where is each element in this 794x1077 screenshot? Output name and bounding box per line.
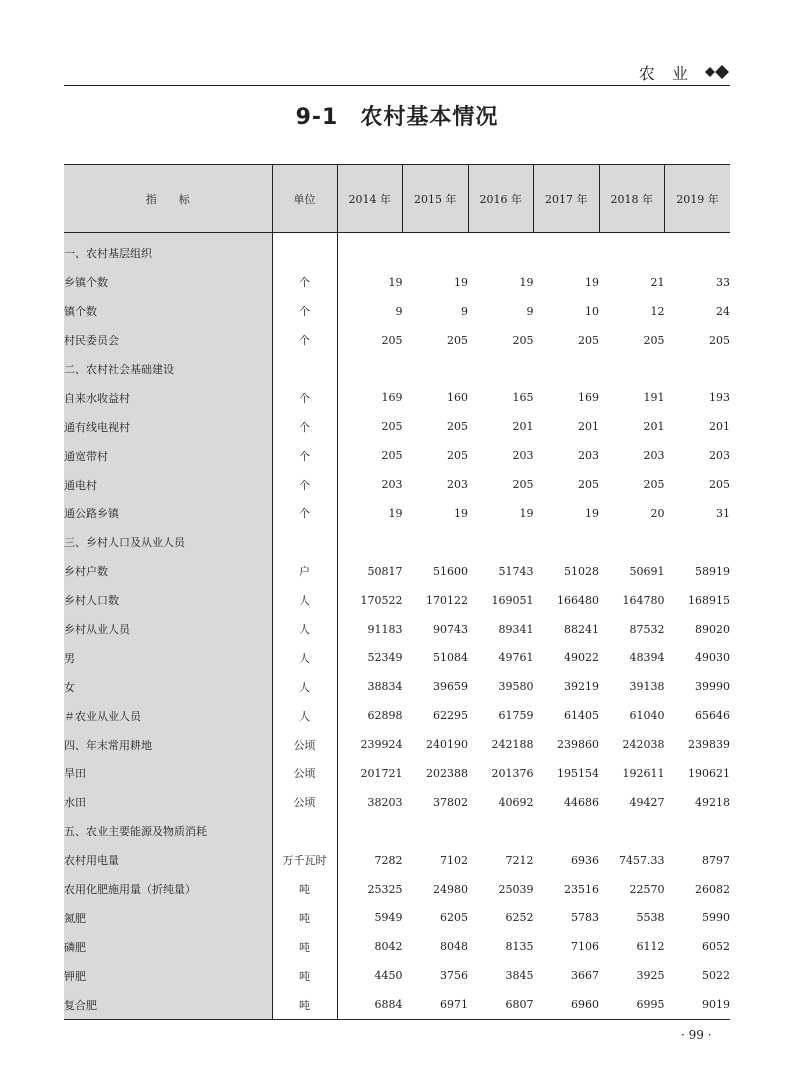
row-label: 农用化肥施用量（折纯量） — [64, 875, 272, 904]
row-unit: 个 — [272, 297, 337, 326]
row-value: 19 — [519, 506, 534, 520]
row-value: 39659 — [433, 680, 468, 694]
row-value — [599, 233, 665, 268]
row-value: 205 — [643, 478, 665, 492]
table-row — [64, 701, 730, 730]
row-value: 19 — [388, 275, 403, 289]
row-value: 169051 — [491, 593, 534, 607]
column-header-2015: 2015 年 — [403, 165, 469, 233]
row-unit: 个 — [272, 412, 337, 441]
row-unit: 公顷 — [272, 730, 337, 759]
row-value — [534, 817, 600, 846]
row-value: 37802 — [433, 795, 468, 809]
row-value: 170122 — [426, 593, 468, 607]
table-row — [64, 233, 730, 268]
row-value: 205 — [578, 333, 599, 347]
row-value: 8135 — [505, 940, 534, 954]
row-value: 4450 — [374, 969, 403, 983]
row-value: 7102 — [440, 853, 468, 867]
row-label: 旱田 — [64, 759, 272, 788]
row-value — [403, 355, 469, 384]
rural-statistics-table — [64, 164, 730, 1020]
row-value: 3667 — [571, 969, 599, 983]
row-value: 7212 — [505, 853, 534, 867]
row-value: 62898 — [367, 709, 403, 723]
row-label: 农村用电量 — [64, 846, 272, 875]
row-value: 5022 — [702, 969, 730, 983]
row-value: 242038 — [622, 738, 665, 752]
column-header-2017: 2017 年 — [534, 165, 600, 233]
row-value: 87532 — [629, 622, 665, 636]
row-label: 磷肥 — [64, 932, 272, 961]
row-label: 水田 — [64, 788, 272, 817]
row-value: 91183 — [367, 622, 403, 636]
table-row — [64, 788, 730, 817]
row-value: 193 — [709, 391, 730, 405]
row-value — [599, 355, 665, 384]
table-row — [64, 643, 730, 672]
table-row — [64, 470, 730, 499]
row-value: 201 — [578, 420, 599, 434]
row-value: 170522 — [360, 593, 403, 607]
row-value: 8042 — [374, 940, 403, 954]
row-value: 6112 — [636, 940, 665, 954]
row-label: 四、年末常用耕地 — [64, 730, 272, 759]
row-value: 39990 — [695, 680, 730, 694]
row-value: 44686 — [564, 795, 599, 809]
row-value — [599, 817, 665, 846]
row-value: 205 — [381, 449, 403, 463]
row-value: 205 — [381, 333, 403, 347]
row-value: 65646 — [695, 709, 730, 723]
row-value: 61759 — [498, 709, 534, 723]
row-value — [337, 355, 403, 384]
row-label: 二、农村社会基础建设 — [64, 355, 272, 384]
row-value: 90743 — [433, 622, 468, 636]
row-value: 202388 — [426, 766, 468, 780]
section-header: 农 业 — [638, 64, 694, 83]
row-value: 6995 — [599, 990, 665, 1019]
table-row — [64, 672, 730, 701]
row-value: 203 — [447, 478, 468, 492]
row-value: 19 — [454, 275, 468, 289]
row-unit: 个 — [272, 470, 337, 499]
row-value: 89020 — [695, 622, 730, 636]
table-body — [64, 233, 730, 1020]
row-value: 205 — [578, 478, 599, 492]
row-value: 39219 — [564, 680, 599, 694]
row-value: 192611 — [622, 766, 665, 780]
row-value: 166480 — [557, 593, 599, 607]
row-value — [468, 355, 534, 384]
table-row — [64, 499, 730, 528]
row-value: 205 — [709, 478, 730, 492]
row-value: 191 — [643, 391, 665, 405]
table-row — [64, 326, 730, 355]
row-unit: 人 — [272, 643, 337, 672]
row-unit: 吨 — [272, 990, 337, 1019]
table-row — [64, 441, 730, 470]
row-value: 61040 — [629, 709, 665, 723]
row-label: ＃农业从业人员 — [64, 701, 272, 730]
column-header-2018: 2018 年 — [599, 165, 665, 233]
title-number: 9-1 — [295, 105, 339, 130]
row-value — [665, 355, 731, 384]
column-header-2014: 2014 年 — [337, 165, 403, 233]
row-value: 190621 — [688, 766, 730, 780]
row-value: 6052 — [702, 940, 730, 954]
row-unit: 万千瓦时 — [272, 846, 337, 875]
row-value: 12 — [650, 304, 665, 318]
row-value — [599, 528, 665, 557]
row-value: 5783 — [571, 911, 599, 925]
row-label: 乡村户数 — [64, 557, 272, 586]
row-label: 钾肥 — [64, 961, 272, 990]
row-value: 160 — [447, 391, 468, 405]
column-header-2016: 2016 年 — [468, 165, 534, 233]
row-unit — [272, 817, 337, 846]
row-value: 201376 — [491, 766, 534, 780]
table-row — [64, 990, 730, 1019]
row-value: 203 — [709, 449, 730, 463]
row-value: 19 — [585, 275, 599, 289]
row-value — [534, 233, 600, 268]
row-value: 26082 — [695, 882, 730, 896]
row-label: 女 — [64, 672, 272, 701]
row-value: 242188 — [491, 738, 534, 752]
row-value: 50691 — [629, 564, 665, 578]
row-value: 19 — [519, 275, 534, 289]
table-row — [64, 961, 730, 990]
row-value — [468, 233, 534, 268]
row-value: 239860 — [557, 738, 599, 752]
page-number: · 99 · — [681, 1028, 712, 1042]
row-value: 23516 — [564, 882, 599, 896]
row-unit: 个 — [272, 441, 337, 470]
row-unit: 吨 — [272, 903, 337, 932]
row-value: 3925 — [636, 969, 665, 983]
row-value: 39580 — [498, 680, 534, 694]
row-value — [403, 817, 469, 846]
row-value: 201 — [512, 420, 534, 434]
row-label: 通公路乡镇 — [64, 499, 272, 528]
row-value: 50817 — [367, 564, 403, 578]
row-value: 6884 — [337, 990, 403, 1019]
row-label: 通电村 — [64, 470, 272, 499]
row-value: 205 — [709, 333, 730, 347]
row-value — [468, 528, 534, 557]
row-value — [337, 528, 403, 557]
row-value: 58919 — [695, 564, 730, 578]
row-value — [665, 817, 731, 846]
row-unit: 个 — [272, 326, 337, 355]
row-value: 239924 — [360, 738, 403, 752]
row-value: 49030 — [695, 651, 730, 665]
row-value: 7106 — [571, 940, 599, 954]
row-label: 镇个数 — [64, 297, 272, 326]
table-row — [64, 817, 730, 846]
table-row — [64, 759, 730, 788]
row-value: 8797 — [702, 853, 730, 867]
row-value: 25325 — [367, 882, 403, 896]
row-value: 51028 — [564, 564, 599, 578]
table-row — [64, 355, 730, 384]
row-value: 6205 — [440, 911, 468, 925]
table-row — [64, 903, 730, 932]
row-unit: 人 — [272, 701, 337, 730]
column-header-unit: 单位 — [272, 165, 337, 233]
row-value — [534, 528, 600, 557]
page-title — [0, 100, 794, 131]
row-unit: 人 — [272, 586, 337, 615]
row-value: 205 — [512, 478, 534, 492]
row-value: 205 — [381, 420, 403, 434]
row-value: 9 — [526, 304, 534, 318]
row-value: 31 — [716, 506, 730, 520]
row-value: 9 — [461, 304, 468, 318]
column-header-2019: 2019 年 — [665, 165, 731, 233]
row-unit: 个 — [272, 499, 337, 528]
row-value: 168915 — [688, 593, 730, 607]
row-value: 51600 — [433, 564, 468, 578]
row-unit: 吨 — [272, 961, 337, 990]
row-label: 乡村人口数 — [64, 586, 272, 615]
row-value: 3756 — [440, 969, 468, 983]
row-unit — [272, 355, 337, 384]
row-value: 19 — [585, 506, 599, 520]
row-value — [337, 817, 403, 846]
row-value: 89341 — [498, 622, 534, 636]
row-value: 40692 — [498, 795, 534, 809]
table-row — [64, 557, 730, 586]
table-row — [64, 383, 730, 412]
row-unit — [272, 233, 337, 268]
row-value: 5990 — [702, 911, 730, 925]
row-value: 6936 — [571, 853, 599, 867]
row-value: 49022 — [564, 651, 599, 665]
row-value: 9 — [395, 304, 403, 318]
table-row — [64, 846, 730, 875]
row-value: 88241 — [564, 622, 599, 636]
row-value: 7282 — [374, 853, 403, 867]
row-value: 5949 — [374, 911, 403, 925]
row-unit: 户 — [272, 557, 337, 586]
row-value: 62295 — [433, 709, 468, 723]
row-value — [665, 233, 731, 268]
title-text: 农村基本情况 — [360, 105, 499, 130]
row-value: 169 — [578, 391, 599, 405]
row-value: 33 — [716, 275, 730, 289]
row-value: 5538 — [636, 911, 665, 925]
row-value: 165 — [512, 391, 534, 405]
column-header-indicator: 指 标 — [64, 165, 272, 233]
row-label: 氮肥 — [64, 903, 272, 932]
row-value: 61405 — [564, 709, 599, 723]
table-row — [64, 586, 730, 615]
row-value: 205 — [447, 449, 468, 463]
row-value: 22570 — [629, 882, 665, 896]
row-value — [337, 233, 403, 268]
row-value: 38834 — [367, 680, 403, 694]
row-value: 9019 — [665, 990, 731, 1019]
row-value: 20 — [650, 506, 665, 520]
row-value: 6807 — [468, 990, 534, 1019]
table-row — [64, 730, 730, 759]
row-unit: 人 — [272, 672, 337, 701]
row-value — [534, 355, 600, 384]
row-value: 205 — [447, 420, 468, 434]
row-value — [403, 528, 469, 557]
row-label: 五、农业主要能源及物质消耗 — [64, 817, 272, 846]
row-value: 24980 — [433, 882, 468, 896]
row-value: 205 — [643, 333, 665, 347]
row-value: 164780 — [622, 593, 665, 607]
row-unit: 个 — [272, 383, 337, 412]
row-value: 39138 — [629, 680, 665, 694]
row-value: 21 — [650, 275, 665, 289]
row-value: 19 — [388, 506, 403, 520]
row-value: 49761 — [498, 651, 534, 665]
table-row — [64, 528, 730, 557]
row-value: 10 — [585, 304, 599, 318]
row-value: 3845 — [505, 969, 534, 983]
row-value: 24 — [716, 304, 730, 318]
row-value: 201 — [643, 420, 665, 434]
row-label: 一、农村基层组织 — [64, 233, 272, 268]
row-value: 205 — [512, 333, 534, 347]
row-value: 6960 — [534, 990, 600, 1019]
table-row — [64, 412, 730, 441]
row-unit: 吨 — [272, 932, 337, 961]
row-value — [403, 233, 469, 268]
table-row — [64, 268, 730, 297]
row-value: 49218 — [695, 795, 730, 809]
row-value: 205 — [447, 333, 468, 347]
row-value: 240190 — [426, 738, 468, 752]
row-value: 49427 — [629, 795, 665, 809]
row-value: 203 — [381, 478, 403, 492]
row-value: 7457.33 — [619, 853, 665, 867]
row-label: 自来水收益村 — [64, 383, 272, 412]
row-value: 51743 — [498, 564, 534, 578]
row-value: 195154 — [557, 766, 599, 780]
row-value: 52349 — [367, 651, 403, 665]
row-value — [468, 817, 534, 846]
row-unit: 个 — [272, 268, 337, 297]
row-value: 6252 — [505, 911, 534, 925]
row-value: 201 — [709, 420, 730, 434]
diamond-ornament-icon — [700, 64, 730, 80]
row-label: 三、乡村人口及从业人员 — [64, 528, 272, 557]
row-unit: 公顷 — [272, 759, 337, 788]
row-unit: 人 — [272, 615, 337, 644]
row-value: 203 — [578, 449, 599, 463]
row-value: 38203 — [367, 795, 403, 809]
row-value: 203 — [643, 449, 665, 463]
row-label: 通宽带村 — [64, 441, 272, 470]
row-value: 8048 — [440, 940, 468, 954]
row-label: 复合肥 — [64, 990, 272, 1019]
row-value: 6971 — [403, 990, 469, 1019]
table-row — [64, 615, 730, 644]
row-value: 239839 — [688, 738, 730, 752]
row-label: 乡村从业人员 — [64, 615, 272, 644]
row-value — [665, 528, 731, 557]
table-row — [64, 875, 730, 904]
row-label: 村民委员会 — [64, 326, 272, 355]
row-value: 48394 — [629, 651, 665, 665]
row-value: 169 — [381, 391, 403, 405]
row-unit: 吨 — [272, 875, 337, 904]
row-label: 乡镇个数 — [64, 268, 272, 297]
row-value: 51084 — [433, 651, 468, 665]
row-value: 19 — [454, 506, 468, 520]
row-label: 男 — [64, 643, 272, 672]
row-value: 203 — [512, 449, 534, 463]
table-row — [64, 297, 730, 326]
row-label: 通有线电视村 — [64, 412, 272, 441]
row-value: 25039 — [498, 882, 534, 896]
table-row — [64, 932, 730, 961]
table-header-row — [64, 165, 730, 233]
row-value: 201721 — [360, 766, 403, 780]
row-unit — [272, 528, 337, 557]
row-unit: 公顷 — [272, 788, 337, 817]
header-rule — [64, 85, 730, 86]
